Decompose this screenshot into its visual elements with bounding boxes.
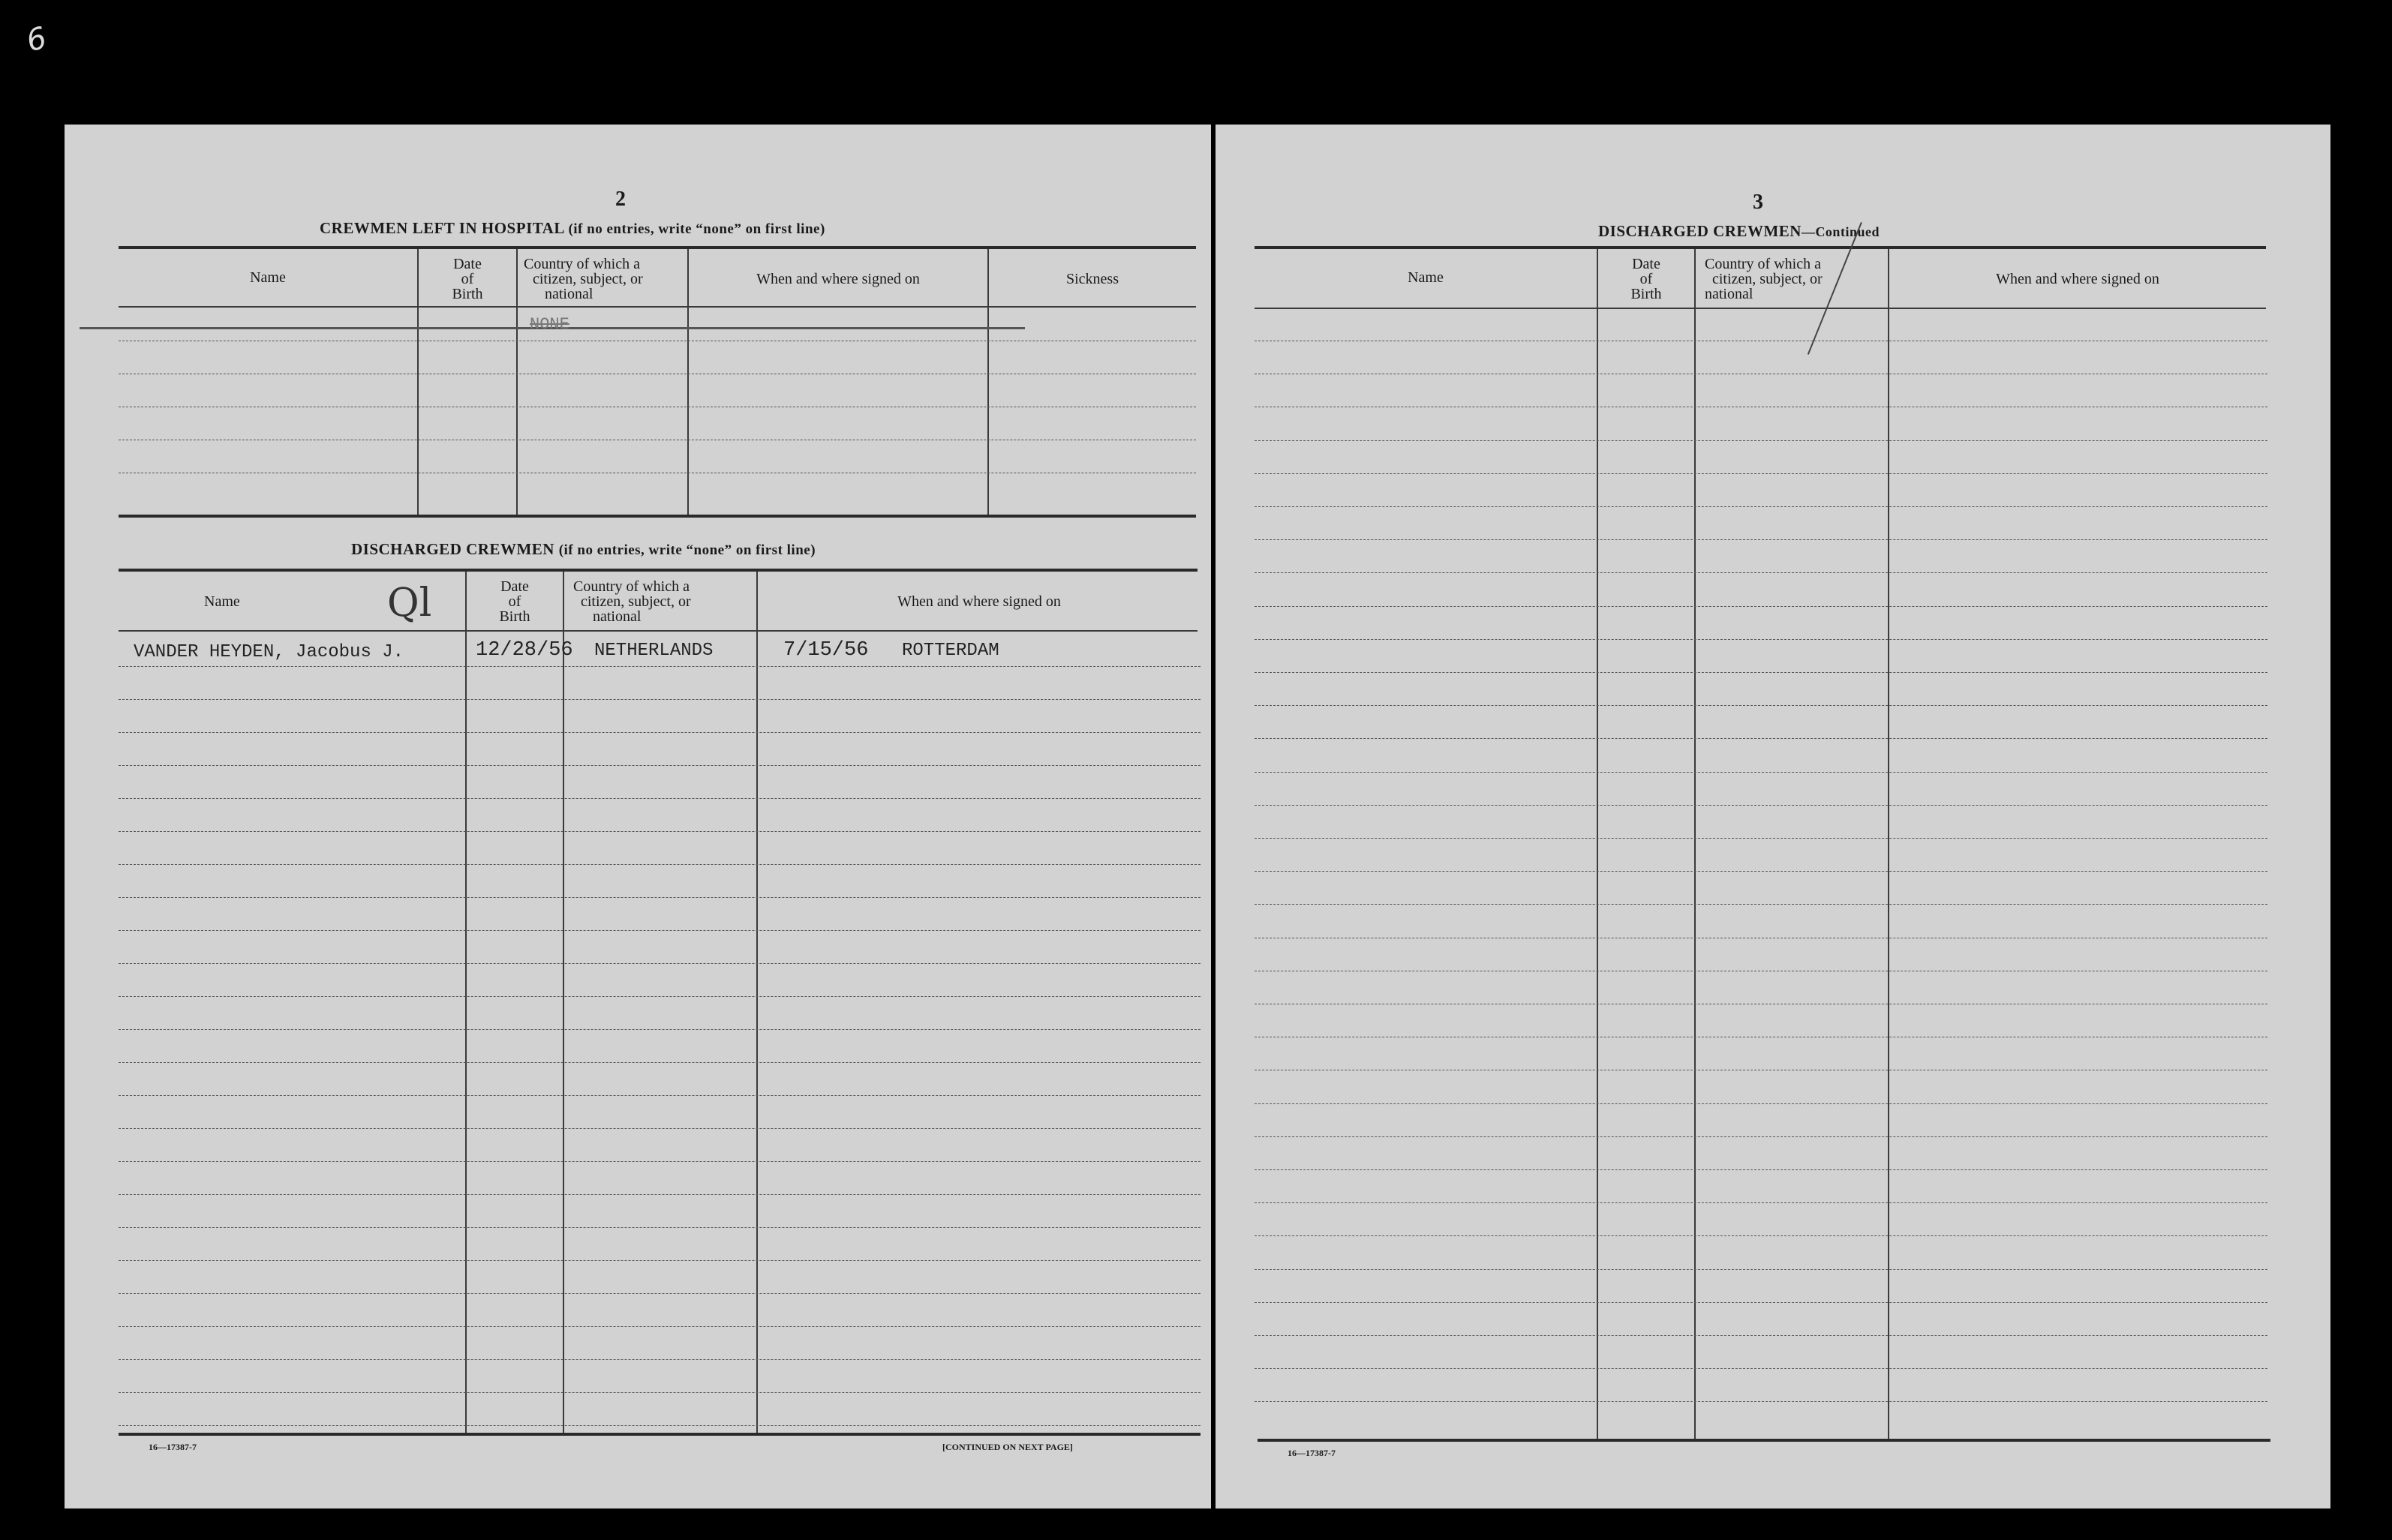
dob-line: Date bbox=[453, 256, 482, 272]
ruled-line bbox=[119, 1293, 1201, 1294]
discharged-section-title bbox=[351, 540, 816, 559]
ruled-line bbox=[119, 699, 1201, 700]
dob-line: of bbox=[461, 271, 474, 287]
ruled-line bbox=[119, 1161, 1201, 1162]
crewman-dob: 12/28/56 bbox=[476, 639, 573, 662]
ruled-line bbox=[119, 864, 1201, 865]
right-page bbox=[1216, 125, 2330, 1508]
right-table-bottom-rule bbox=[1258, 1439, 2270, 1442]
right-title-text: DISCHARGED CREWMEN bbox=[1598, 222, 1802, 240]
ruled-line bbox=[1255, 639, 2267, 640]
hospital-header-signed: When and where signed on bbox=[756, 271, 920, 287]
ruled-line bbox=[1255, 805, 2267, 806]
country-line: Country of which a bbox=[573, 578, 690, 595]
ruled-line bbox=[1255, 738, 2267, 739]
discharged-header-dob bbox=[467, 579, 563, 624]
ruled-line bbox=[1255, 1136, 2267, 1137]
right-table-header-rule bbox=[1255, 308, 2266, 309]
discharged-header-name: Name bbox=[204, 593, 240, 610]
ruled-line bbox=[119, 798, 1201, 799]
country-line: citizen, subject, or bbox=[581, 593, 691, 610]
ruled-line bbox=[119, 831, 1201, 832]
ruled-line bbox=[119, 1260, 1201, 1261]
right-col-divider bbox=[1888, 249, 1889, 1439]
ruled-line bbox=[119, 963, 1201, 964]
form-number: 16—17387-7 bbox=[1288, 1448, 1336, 1458]
ruled-line bbox=[119, 1425, 1201, 1426]
hospital-table-header-rule bbox=[119, 306, 1196, 308]
ruled-line bbox=[1255, 1269, 2267, 1270]
ruled-line bbox=[119, 930, 1201, 931]
country-line: national bbox=[1705, 286, 1753, 302]
ruled-line bbox=[119, 897, 1201, 898]
dob-line: Birth bbox=[452, 286, 483, 302]
country-line: citizen, subject, or bbox=[1712, 271, 1823, 287]
hospital-section-title bbox=[320, 219, 825, 238]
left-page bbox=[65, 125, 1211, 1508]
hospital-title-instruction: (if no entries, write “none” on first line) bbox=[568, 221, 825, 237]
ruled-line bbox=[1255, 473, 2267, 474]
ruled-line bbox=[1255, 572, 2267, 573]
country-line: national bbox=[545, 286, 593, 302]
hospital-header-dob bbox=[419, 257, 516, 302]
discharged-col-divider bbox=[756, 572, 758, 1433]
ruled-line bbox=[119, 1227, 1201, 1228]
hospital-header-country bbox=[518, 257, 687, 302]
discharged-header-country bbox=[564, 579, 756, 624]
right-header-signed: When and where signed on bbox=[1996, 271, 2159, 287]
dob-line: Date bbox=[500, 578, 529, 595]
ruled-line bbox=[1255, 1103, 2267, 1104]
dob-line: Date bbox=[1632, 256, 1660, 272]
crewman-signed-place: ROTTERDAM bbox=[902, 641, 999, 661]
hospital-col-divider bbox=[987, 249, 989, 515]
ruled-line bbox=[1255, 705, 2267, 706]
ruled-line bbox=[1255, 1302, 2267, 1303]
discharged-table-bottom-rule bbox=[119, 1433, 1201, 1436]
hospital-title-text: CREWMEN LEFT IN HOSPITAL bbox=[320, 219, 564, 237]
hospital-table-top-rule bbox=[119, 246, 1196, 249]
right-table-top-rule bbox=[1255, 246, 2266, 249]
ruled-line bbox=[119, 1062, 1201, 1063]
dob-line: of bbox=[508, 593, 521, 610]
ruled-line bbox=[119, 1194, 1201, 1195]
ruled-line bbox=[1255, 539, 2267, 540]
ruled-line bbox=[119, 1029, 1201, 1030]
hospital-col-divider bbox=[687, 249, 689, 515]
ruled-line bbox=[1255, 838, 2267, 839]
ruled-line bbox=[1255, 672, 2267, 673]
discharged-title-instruction: (if no entries, write “none” on first line) bbox=[558, 542, 816, 558]
discharged-title-text: DISCHARGED CREWMEN bbox=[351, 540, 554, 558]
discharged-header-signed: When and where signed on bbox=[897, 593, 1061, 610]
country-line: Country of which a bbox=[524, 256, 640, 272]
ruled-line bbox=[119, 666, 1201, 667]
dob-line: of bbox=[1639, 271, 1653, 287]
discharged-table-top-rule bbox=[119, 569, 1198, 572]
corner-mark: 6 bbox=[23, 20, 50, 59]
right-section-title bbox=[1598, 222, 1880, 241]
form-number: 16—17387-7 bbox=[149, 1442, 197, 1452]
country-line: citizen, subject, or bbox=[533, 271, 643, 287]
crewman-name: VANDER HEYDEN, Jacobus J. bbox=[134, 642, 404, 662]
ruled-line bbox=[1255, 772, 2267, 773]
page-number: 2 bbox=[615, 188, 626, 211]
right-title-suffix: —Continued bbox=[1801, 224, 1880, 239]
ruled-line bbox=[119, 1326, 1201, 1327]
dob-line: Birth bbox=[499, 608, 530, 625]
ruled-line bbox=[119, 732, 1201, 733]
hospital-table-bottom-rule bbox=[119, 515, 1196, 518]
ruled-line bbox=[119, 765, 1201, 766]
country-line: Country of which a bbox=[1705, 256, 1821, 272]
ruled-line bbox=[1255, 1368, 2267, 1369]
discharged-table-header-rule bbox=[119, 630, 1198, 632]
ruled-line bbox=[1255, 1401, 2267, 1402]
margin-mark: Ql bbox=[387, 581, 432, 626]
discharged-col-divider bbox=[465, 572, 467, 1433]
ruled-line bbox=[119, 1392, 1201, 1393]
ruled-line bbox=[1255, 506, 2267, 507]
hospital-entry-country: NONE bbox=[530, 315, 569, 334]
right-header-name: Name bbox=[1408, 269, 1444, 286]
right-header-dob bbox=[1598, 257, 1694, 302]
ruled-line bbox=[1255, 606, 2267, 607]
right-col-divider bbox=[1597, 249, 1598, 1439]
ruled-line bbox=[1255, 440, 2267, 441]
crewman-signed-date: 7/15/56 bbox=[783, 639, 869, 662]
right-col-divider bbox=[1694, 249, 1696, 1439]
ruled-line bbox=[1255, 1235, 2267, 1236]
ruled-line bbox=[1255, 904, 2267, 905]
dob-line: Birth bbox=[1630, 286, 1662, 302]
right-header-country bbox=[1696, 257, 1888, 302]
ruled-line bbox=[1255, 1335, 2267, 1336]
country-line: national bbox=[593, 608, 642, 625]
ruled-line bbox=[1255, 1169, 2267, 1170]
crewman-country: NETHERLANDS bbox=[594, 641, 714, 661]
ruled-line bbox=[119, 1128, 1201, 1129]
ruled-line bbox=[119, 1095, 1201, 1096]
discharged-col-divider bbox=[563, 572, 564, 1433]
ruled-line bbox=[1255, 871, 2267, 872]
ruled-line bbox=[1255, 1202, 2267, 1203]
page-number: 3 bbox=[1753, 191, 1763, 214]
continued-note: [CONTINUED ON NEXT PAGE] bbox=[942, 1442, 1073, 1452]
hospital-header-sickness: Sickness bbox=[1066, 271, 1119, 287]
ruled-line bbox=[119, 996, 1201, 997]
ruled-line bbox=[119, 1359, 1201, 1360]
hospital-header-name: Name bbox=[250, 269, 286, 286]
